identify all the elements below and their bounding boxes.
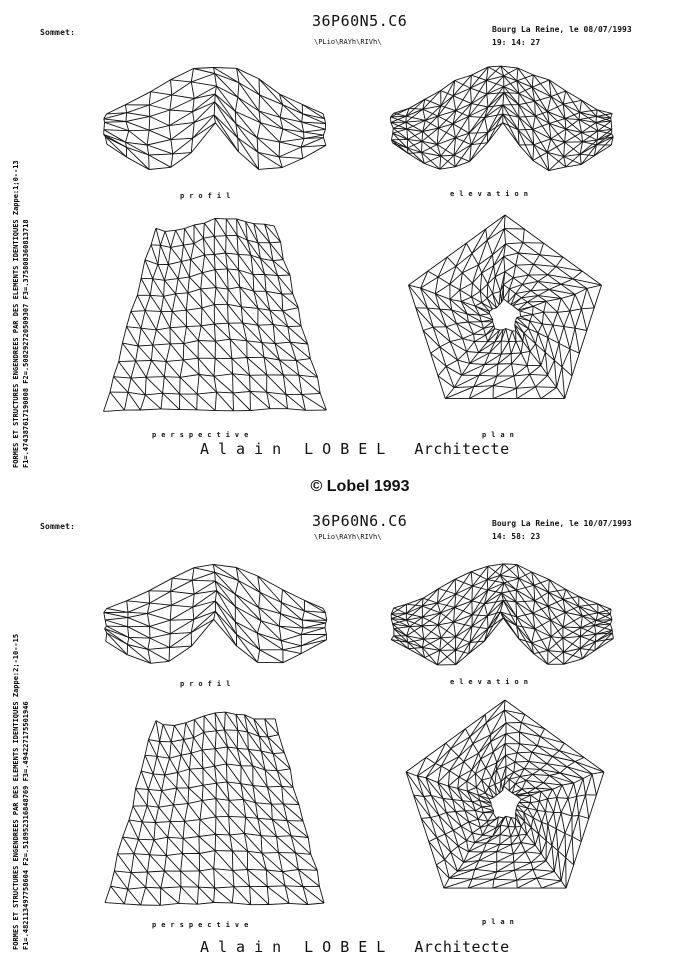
place-date: Bourg La Reine, le 08/07/1993 (492, 25, 632, 34)
architect-first-name: Alain (200, 440, 291, 458)
architect-first-name: Alain (200, 938, 291, 956)
drawing-time: 14: 58: 23 (492, 532, 541, 541)
drawing-sheet-1 (0, 0, 700, 480)
caption-elevation: elevation (450, 678, 533, 686)
side-text: FORMES ET STRUCTURES ENGENDREES PAR DES ELEMENTS IDENTIQUES Zappe:2;-10--15 (12, 633, 20, 950)
side-values: F1=.474387617190808 F2=.508292720509307 F3=.375808360813718 (22, 219, 30, 468)
drawing-title: 36P60N6.C6 (312, 512, 408, 530)
architect-role: Architecte (414, 440, 510, 458)
elevation-view (382, 554, 622, 684)
side-caption (6, 482, 36, 952)
caption-profil: profil (180, 192, 236, 200)
summit-label: Sommet: (40, 28, 76, 37)
side-text: FORMES ET STRUCTURES ENGENDREES PAR DES ELEMENTS IDENTIQUES Zappe:1;0--13 (12, 160, 20, 468)
profil-view (95, 554, 335, 684)
plan-view (385, 205, 625, 420)
side-values: F1=.482113497758604 F2=.518952316848769 F3=.494227175501946 (22, 701, 30, 950)
plan-view (385, 690, 625, 910)
architect-last-name: LOBEL (304, 938, 395, 956)
elevation-view (382, 55, 622, 190)
caption-plan: plan (482, 431, 519, 439)
architect-role: Architecte (414, 938, 510, 956)
drawing-path: \PLio\RAYh\RIVh\ (314, 533, 382, 541)
architect-signature (200, 440, 510, 458)
drawing-title: 36P60N5.C6 (312, 12, 408, 30)
copyright-notice: © Lobel 1993 (310, 478, 410, 495)
caption-perspective: perspective (152, 431, 254, 439)
summit-label: Sommet: (40, 522, 76, 531)
side-caption (6, 0, 36, 470)
perspective-view (95, 210, 335, 420)
architect-last-name: LOBEL (304, 440, 395, 458)
place-date: Bourg La Reine, le 10/07/1993 (492, 519, 632, 528)
drawing-path: \PLio\RAYh\RIVh\ (314, 38, 382, 46)
perspective-view (95, 704, 335, 914)
caption-perspective: perspective (152, 921, 254, 929)
caption-plan: plan (482, 918, 519, 926)
caption-profil: profil (180, 680, 236, 688)
drawing-sheet-2 (0, 482, 700, 962)
profil-view (95, 55, 335, 190)
drawing-time: 19: 14: 27 (492, 38, 541, 47)
caption-elevation: elevation (450, 190, 533, 198)
architect-signature (200, 938, 510, 956)
